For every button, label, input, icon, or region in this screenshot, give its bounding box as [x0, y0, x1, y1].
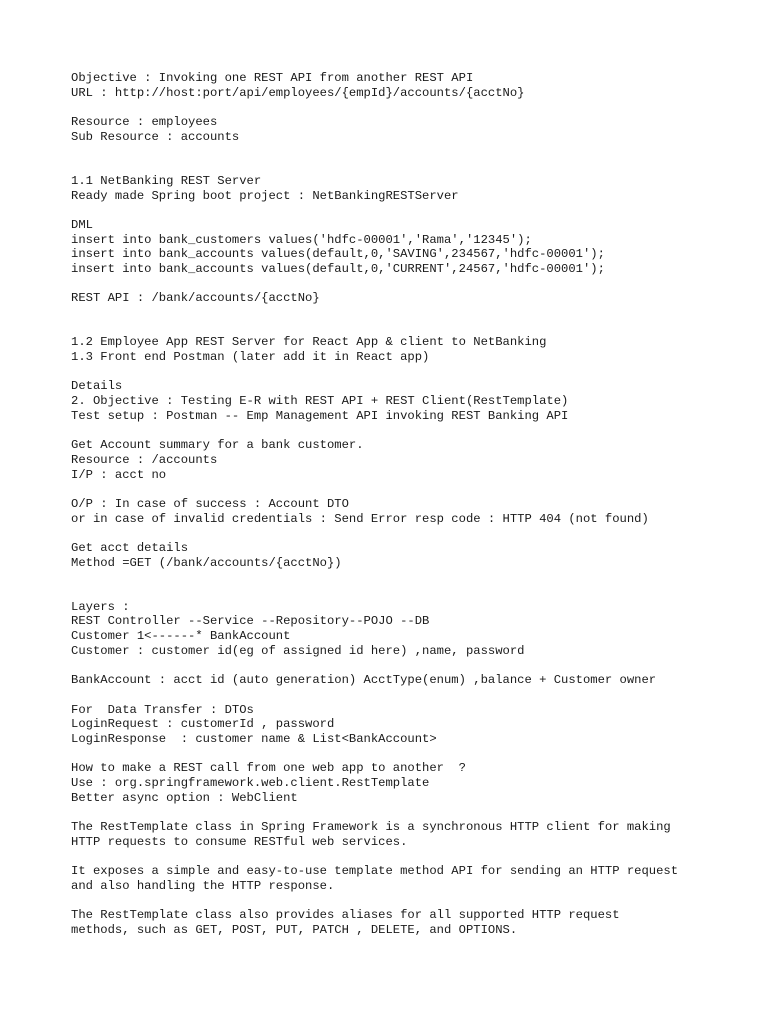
- text-line: Details: [71, 379, 123, 394]
- text-line: BankAccount : acct id (auto generation) AcctType(enum) ,balance + Customer owner: [71, 673, 657, 688]
- text-line: O/P : In case of success : Account DTO: [71, 496, 349, 511]
- text-line: [71, 203, 751, 218]
- text-line: [71, 849, 751, 864]
- text-line: LoginResponse : customer name & List<BankAccount>: [71, 731, 437, 746]
- text-line: [71, 159, 751, 174]
- text-line: Use : org.springframework.web.client.RestTemplate: [71, 776, 430, 790]
- text-line: The RestTemplate class in Spring Framework is a synchronous HTTP client for making: [71, 820, 671, 835]
- text-line: Objective : Invoking one REST API from another REST API: [71, 71, 474, 85]
- text-line: [71, 747, 751, 762]
- text-line: Customer 1<------* BankAccount: [71, 629, 291, 644]
- text-line: [71, 688, 751, 703]
- text-line: [71, 306, 751, 321]
- document-body: [71, 71, 751, 938]
- text-line: 1.3 Front end Postman (later add it in React app): [71, 350, 430, 365]
- text-line: The RestTemplate class also provides aliases for all supported HTTP request: [71, 908, 620, 923]
- text-line: 1.1 NetBanking REST Server: [71, 173, 262, 188]
- text-line: [71, 100, 751, 115]
- text-line: [71, 424, 751, 439]
- text-line: [71, 277, 751, 292]
- text-line: Get Account summary for a bank customer.: [71, 438, 364, 453]
- text-line: [71, 482, 751, 497]
- text-line: Better async option : WebClient: [71, 790, 298, 805]
- text-line: Resource : employees: [71, 115, 218, 130]
- text-line: and also handling the HTTP response.: [71, 878, 335, 893]
- text-line: LoginRequest : customerId , password: [71, 717, 335, 732]
- text-line: Layers :: [71, 599, 130, 614]
- text-line: [71, 805, 751, 820]
- text-line: REST API : /bank/accounts/{acctNo}: [71, 291, 320, 306]
- text-line: URL : http://host:port/api/employees/{empId}/accounts/{acctNo}: [71, 85, 525, 100]
- text-line: For Data Transfer : DTOs: [71, 702, 254, 717]
- text-line: It exposes a simple and easy-to-use template method API for sending an HTTP request: [71, 864, 679, 879]
- text-line: [71, 894, 751, 909]
- text-line: insert into bank_customers values('hdfc-00001','Rama','12345');: [71, 232, 532, 247]
- text-line: 1.2 Employee App REST Server for React App & client to NetBanking: [71, 335, 547, 350]
- text-line: [71, 321, 751, 336]
- text-line: How to make a REST call from one web app to another ?: [71, 761, 466, 776]
- text-line: insert into bank_accounts values(default,0,'CURRENT',24567,'hdfc-00001');: [71, 261, 605, 276]
- text-line: methods, such as GET, POST, PUT, PATCH , DELETE, and OPTIONS.: [71, 922, 518, 937]
- text-line: [71, 526, 751, 541]
- text-line: Get acct details: [71, 541, 189, 555]
- text-line: I/P : acct no: [71, 467, 167, 482]
- text-line: Ready made Spring boot project : NetBankingRESTServer: [71, 188, 459, 203]
- text-line: Customer : customer id(eg of assigned id here) ,name, password: [71, 643, 525, 658]
- text-line: Method =GET (/bank/accounts/{acctNo}): [71, 555, 342, 570]
- text-line: [71, 570, 751, 585]
- text-line: HTTP requests to consume RESTful web services.: [71, 834, 408, 849]
- text-line: Test setup : Postman -- Emp Management API invoking REST Banking API: [71, 408, 569, 423]
- text-line: Resource : /accounts: [71, 452, 218, 467]
- text-line: DML: [71, 217, 93, 232]
- text-line: [71, 365, 751, 380]
- text-line: REST Controller --Service --Repository--POJO --DB: [71, 614, 430, 629]
- text-line: Sub Resource : accounts: [71, 129, 240, 144]
- text-line: [71, 144, 751, 159]
- text-line: 2. Objective : Testing E-R with REST API + REST Client(RestTemplate): [71, 394, 569, 409]
- text-line: [71, 659, 751, 674]
- text-line: [71, 585, 751, 600]
- text-line: insert into bank_accounts values(default,0,'SAVING',234567,'hdfc-00001');: [71, 247, 605, 262]
- text-line: or in case of invalid credentials : Send Error resp code : HTTP 404 (not found): [71, 511, 649, 526]
